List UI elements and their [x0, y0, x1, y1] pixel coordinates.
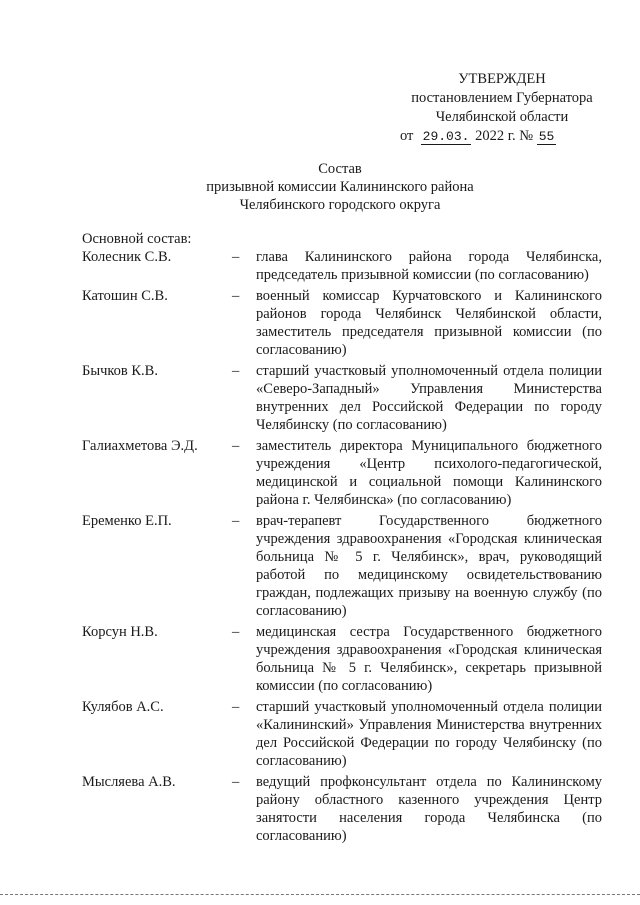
- list-item: [82, 698, 602, 770]
- member-list: [82, 248, 602, 848]
- member-role: старший участковый уполномоченный отдела полиции «Калининский» Управления Министерства внутренних дел Российской Федерации по городу Челябинску (по согласованию): [256, 699, 602, 769]
- date-prefix: от: [400, 128, 414, 144]
- member-name: Мысляева А.В.: [82, 774, 176, 790]
- approval-stamp: [392, 70, 612, 146]
- member-dash: –: [232, 624, 240, 640]
- member-role: заместитель директора Муниципального бюджетного учреждения «Центр психолого-педагогической, медицинской и социальной помощи Калининского района г. Челябинска» (по согласованию): [256, 438, 602, 508]
- approval-year: 2022 г. №: [475, 128, 534, 144]
- approval-heading: УТВЕРЖДЕН: [458, 71, 546, 87]
- title-line-1: Состав: [318, 161, 362, 177]
- member-name: Галиахметова Э.Д.: [82, 438, 198, 454]
- list-item: [82, 437, 602, 509]
- member-dash: –: [232, 363, 240, 379]
- member-name: Колесник С.В.: [82, 249, 172, 265]
- list-item: [82, 362, 602, 434]
- member-name: Катошин С.В.: [82, 288, 168, 304]
- member-role: врач-терапевт Государственного бюджетного учреждения здравоохранения «Городская клиническая больница № 5 г. Челябинск», врач, руководящий работой по медицинскому освидетельствованию граждан, подлежащих призыву на военную службу (по согласованию): [256, 513, 602, 619]
- document-title: [80, 160, 600, 214]
- page-edge-line: [0, 894, 640, 895]
- member-dash: –: [232, 288, 240, 304]
- approval-date-line: [392, 127, 612, 146]
- approval-number: 55: [538, 129, 555, 144]
- member-name: Бычков К.В.: [82, 363, 158, 379]
- member-dash: –: [232, 513, 240, 529]
- list-item: [82, 773, 602, 845]
- member-dash: –: [232, 249, 240, 265]
- list-item: [82, 512, 602, 620]
- member-dash: –: [232, 438, 240, 454]
- member-dash: –: [232, 774, 240, 790]
- title-line-2: призывной комиссии Калининского района: [206, 179, 474, 195]
- member-dash: –: [232, 699, 240, 715]
- approval-date: 29.03.: [422, 129, 470, 144]
- approval-line-1: постановлением Губернатора: [411, 90, 593, 106]
- list-item: [82, 248, 602, 284]
- member-name: Еременко Е.П.: [82, 513, 172, 529]
- member-role: военный комиссар Курчатовского и Калининского районов города Челябинск Челябинской области, заместитель председателя призывной комиссии (по согласованию): [256, 288, 602, 358]
- member-name: Корсун Н.В.: [82, 624, 158, 640]
- member-role: глава Калининского района города Челябинска, председатель призывной комиссии (по согласованию): [256, 249, 602, 283]
- title-line-3: Челябинского городского округа: [239, 197, 441, 213]
- list-item: [82, 287, 602, 359]
- member-name: Кулябов А.С.: [82, 699, 164, 715]
- member-role: ведущий профконсультант отдела по Калининскому району областного казенного учреждения Центр занятости населения города Челябинска (по согласованию): [256, 774, 602, 844]
- list-item: [82, 623, 602, 695]
- member-role: медицинская сестра Государственного бюджетного учреждения здравоохранения «Городская клиническая больница № 5 г. Челябинск», секретарь призывной комиссии (по согласованию): [256, 624, 602, 694]
- approval-line-2: Челябинской области: [435, 109, 569, 125]
- section-label: Основной состав:: [82, 231, 192, 247]
- member-role: старший участковый уполномоченный отдела полиции «Северо-Западный» Управления Министерства внутренних дел Российской Федерации по городу Челябинску (по согласованию): [256, 363, 602, 433]
